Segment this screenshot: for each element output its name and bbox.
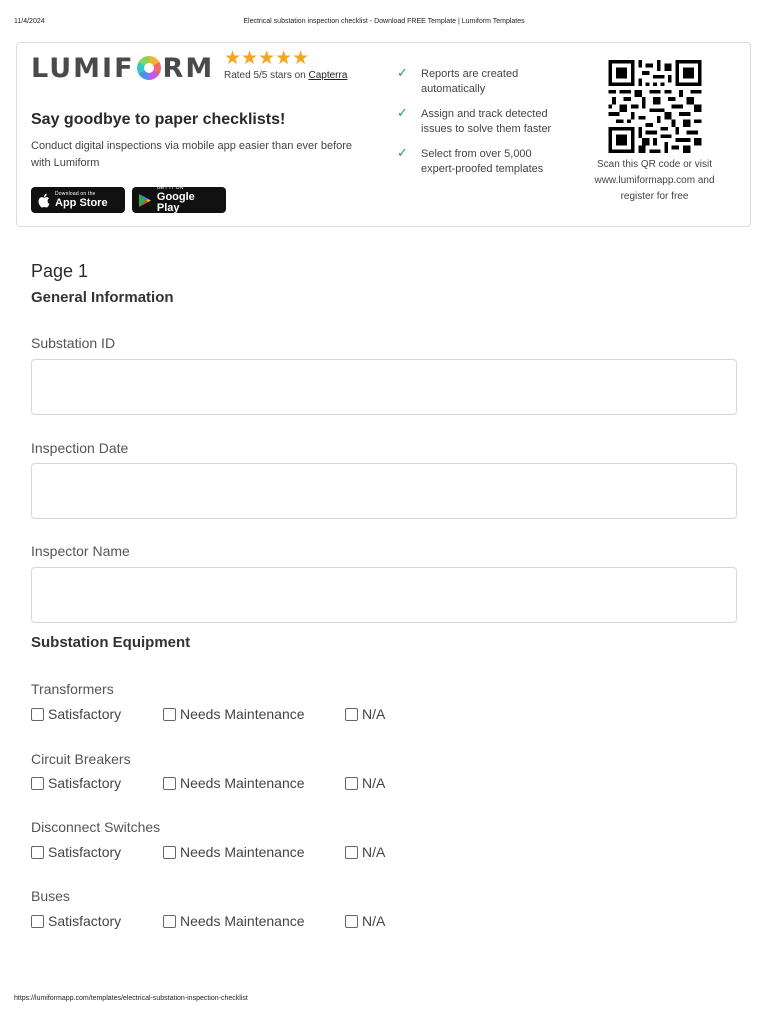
- rating-text: [224, 70, 347, 81]
- transformers-satisfactory-checkbox[interactable]: [31, 706, 121, 722]
- logo-text-left: LUMIF: [31, 52, 135, 84]
- option-label: Satisfactory: [48, 706, 122, 722]
- option-label: Satisfactory: [48, 913, 122, 929]
- option-label: Satisfactory: [48, 775, 122, 791]
- feature-text: Select from over 5,000 expert-proofed templates: [421, 148, 544, 175]
- qr-code-icon[interactable]: [605, 60, 705, 153]
- app-store-small-label: Download on the: [55, 190, 96, 197]
- checkbox-icon[interactable]: [345, 777, 358, 790]
- inspection-date-input[interactable]: [31, 463, 737, 519]
- disconnect-switches-label: Disconnect Switches: [31, 819, 161, 835]
- buses-options: [31, 913, 451, 931]
- substation-id-label: Substation ID: [31, 335, 116, 351]
- disconnect-switches-satisfactory-checkbox[interactable]: [31, 844, 121, 860]
- buses-satisfactory-checkbox[interactable]: [31, 913, 121, 929]
- banner-headline: Say goodbye to paper checklists!: [31, 111, 286, 128]
- feature-text: Assign and track detected issues to solve them faster: [421, 108, 552, 135]
- page-title: Page 1: [31, 261, 89, 281]
- rating-prefix: Rated 5/5 stars on: [224, 70, 309, 81]
- circuit-breakers-options: [31, 775, 451, 793]
- checkbox-icon[interactable]: [163, 915, 176, 928]
- option-label: N/A: [362, 844, 386, 860]
- feature-item: [397, 107, 567, 136]
- checkbox-icon[interactable]: [163, 777, 176, 790]
- option-label: N/A: [362, 913, 386, 929]
- inspector-name-label: Inspector Name: [31, 543, 130, 559]
- google-play-icon: [138, 193, 152, 208]
- feature-item: [397, 67, 567, 96]
- circuit-breakers-na-checkbox[interactable]: [345, 775, 385, 791]
- buses-label: Buses: [31, 888, 70, 904]
- flower-logo-icon: [137, 56, 161, 80]
- logo-text-right: RM: [162, 52, 215, 84]
- transformers-na-checkbox[interactable]: [345, 706, 385, 722]
- option-label: N/A: [362, 775, 386, 791]
- rating-stars-icon: ★★★★★: [224, 48, 310, 69]
- option-label: Satisfactory: [48, 844, 122, 860]
- transformers-label: Transformers: [31, 681, 114, 697]
- print-header: [14, 18, 754, 28]
- checkbox-icon[interactable]: [345, 708, 358, 721]
- feature-text: Reports are created automatically: [421, 68, 519, 95]
- print-url: https://lumiformapp.com/templates/electrical-substation-inspection-checklist: [14, 995, 248, 1002]
- feature-item: [397, 147, 567, 176]
- google-play-small-label: GET IT ON: [156, 185, 184, 191]
- disconnect-switches-options: [31, 844, 451, 862]
- app-store-button[interactable]: [31, 187, 125, 213]
- option-label: Needs Maintenance: [180, 775, 305, 791]
- section-title-equipment: Substation Equipment: [31, 634, 191, 651]
- print-page-title: Electrical substation inspection checklist - Download FREE Template | Lumiform Templates: [243, 18, 525, 25]
- checkbox-icon[interactable]: [345, 846, 358, 859]
- apple-icon: [37, 193, 50, 208]
- feature-list: [397, 67, 567, 187]
- option-label: N/A: [362, 706, 386, 722]
- checkbox-icon[interactable]: [31, 777, 44, 790]
- circuit-breakers-label: Circuit Breakers: [31, 751, 131, 767]
- app-store-label: App Store: [55, 196, 108, 209]
- disconnect-switches-na-checkbox[interactable]: [345, 844, 385, 860]
- section-title-general: General Information: [31, 289, 174, 306]
- lumiform-logo[interactable]: [31, 53, 214, 83]
- buses-needs-maintenance-checkbox[interactable]: [163, 913, 305, 929]
- transformers-options: [31, 706, 451, 724]
- google-play-button[interactable]: [132, 187, 226, 213]
- checkbox-icon[interactable]: [31, 915, 44, 928]
- substation-id-input[interactable]: [31, 359, 737, 415]
- transformers-needs-maintenance-checkbox[interactable]: [163, 706, 305, 722]
- checkbox-icon[interactable]: [31, 846, 44, 859]
- print-date: 11/4/2024: [14, 18, 45, 25]
- checkmark-icon: ✓: [397, 65, 408, 80]
- option-label: Needs Maintenance: [180, 844, 305, 860]
- inspection-date-label: Inspection Date: [31, 440, 129, 456]
- option-label: Needs Maintenance: [180, 706, 305, 722]
- promo-banner: [16, 42, 751, 227]
- checkbox-icon[interactable]: [163, 846, 176, 859]
- buses-na-checkbox[interactable]: [345, 913, 385, 929]
- circuit-breakers-satisfactory-checkbox[interactable]: [31, 775, 121, 791]
- option-label: Needs Maintenance: [180, 913, 305, 929]
- google-play-label: Google Play: [156, 191, 195, 214]
- inspector-name-input[interactable]: [31, 567, 737, 623]
- banner-subtext: Conduct digital inspections via mobile app easier than ever before with Lumiform: [31, 140, 353, 169]
- disconnect-switches-needs-maintenance-checkbox[interactable]: [163, 844, 305, 860]
- circuit-breakers-needs-maintenance-checkbox[interactable]: [163, 775, 305, 791]
- checkbox-icon[interactable]: [31, 708, 44, 721]
- checkbox-icon[interactable]: [163, 708, 176, 721]
- checkmark-icon: ✓: [397, 105, 408, 120]
- capterra-link[interactable]: Capterra: [308, 70, 348, 81]
- qr-caption: Scan this QR code or visit www.lumiformapp.com and register for free: [594, 159, 715, 202]
- checkbox-icon[interactable]: [345, 915, 358, 928]
- checkmark-icon: ✓: [397, 145, 408, 160]
